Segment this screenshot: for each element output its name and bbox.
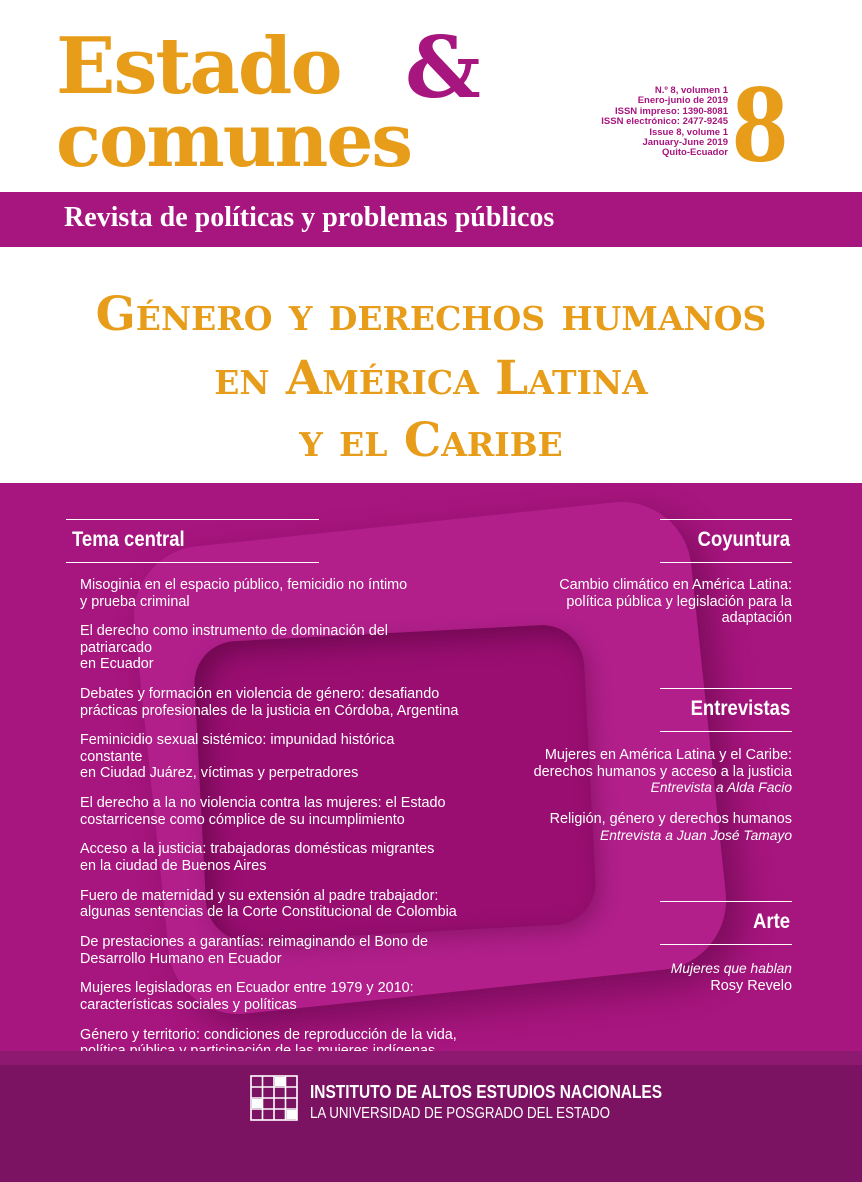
article-item[interactable]: [80, 795, 460, 828]
section-title: Coyuntura: [697, 528, 790, 551]
theme-title-line: Género y derechos humanos: [95, 287, 767, 342]
section-header-arte: [660, 901, 792, 945]
section-title: Tema central: [72, 528, 185, 551]
issue-info-line: N.º 8, volumen 1: [654, 85, 728, 96]
section-title: Entrevistas: [690, 697, 790, 720]
iaen-grid-logo-icon: [250, 1075, 298, 1121]
interview-item[interactable]: [510, 811, 792, 844]
interview-title-line: Religión, género y derechos humanos: [549, 811, 792, 827]
footer-stripe: [0, 1051, 862, 1065]
article-title-line: en la ciudad de Buenos Aires: [80, 857, 267, 874]
article-title-line: costarricense como cómplice de su incumplimiento: [80, 811, 405, 828]
article-title-line: adaptación: [721, 610, 792, 626]
interview-title-line: Mujeres en América Latina y el Caribe:: [544, 747, 792, 763]
interview-credit: Entrevista a Juan José Tamayo: [600, 827, 792, 843]
article-title-line: política pública y legislación para la: [566, 593, 792, 610]
coyuntura-article[interactable]: [510, 577, 792, 627]
article-item[interactable]: [80, 686, 460, 719]
article-title-line: Mujeres legisladoras en Ecuador entre 1979 y 2010:: [80, 980, 414, 997]
article-item[interactable]: [80, 732, 460, 782]
issue-info-line: ISSN electrónico: 2477-9245: [601, 116, 728, 128]
masthead: [0, 0, 862, 192]
theme-title-line: y el Caribe: [299, 413, 563, 468]
issue-info: [580, 86, 728, 159]
article-item[interactable]: [80, 841, 460, 874]
article-item[interactable]: [80, 577, 460, 610]
institution-tagline: LA UNIVERSIDAD DE POSGRADO DEL ESTADO: [310, 1105, 611, 1122]
interview-credit: Entrevista a Alda Facio: [650, 780, 792, 795]
article-title-line: Género y territorio: condiciones de reproducción de la vida,: [80, 1026, 457, 1043]
article-title-line: Misoginia en el espacio público, femicidio no íntimo: [80, 577, 408, 593]
section-header-coyuntura: [660, 519, 792, 563]
issue-info-line: ISSN impreso: 1390-8081: [614, 105, 728, 117]
article-title-line: Feminicidio sexual sistémico: impunidad histórica constante: [80, 732, 395, 765]
article-title-line: Debates y formación en violencia de género: desafiando: [80, 686, 440, 703]
institution-name: INSTITUTO DE ALTOS ESTUDIOS NACIONALES: [310, 1082, 663, 1102]
article-title-line: Cambio climático en América Latina:: [559, 577, 792, 593]
article-title-line: De prestaciones a garantías: reimaginando el Bono de: [80, 934, 428, 951]
journal-subtitle: Revista de políticas y problemas públicos: [64, 202, 555, 233]
art-title: Mujeres que hablan: [670, 961, 792, 976]
article-item[interactable]: [80, 888, 460, 921]
article-item[interactable]: [80, 934, 460, 967]
article-title-line: El derecho como instrumento de dominación del patriarcado: [80, 623, 388, 656]
art-author: Rosy Revelo: [710, 977, 792, 994]
interview-title-line: derechos humanos y acceso a la justicia: [533, 763, 792, 780]
masthead-ampersand: &: [405, 18, 481, 117]
issue-info-line: Issue 8, volume 1: [649, 126, 728, 138]
article-title-line: Fuero de maternidad y su extensión al padre trabajador:: [80, 887, 439, 904]
section-header-tema-central: [66, 519, 319, 563]
subtitle-band: [0, 192, 862, 247]
tema-central-list: [80, 577, 460, 1089]
section-header-entrevistas: [660, 688, 792, 732]
article-title-line: Desarrollo Humano en Ecuador: [80, 950, 282, 967]
article-title-line: Acceso a la justicia: trabajadoras domésticas migrantes: [80, 841, 435, 858]
article-item[interactable]: [80, 623, 460, 673]
issue-info-line: Enero-junio de 2019: [637, 95, 728, 107]
issue-number: 8: [732, 62, 788, 186]
article-title-line: características sociales y políticas: [80, 996, 297, 1013]
article-title-line: prácticas profesionales de la justicia en Córdoba, Argentina: [80, 702, 459, 719]
theme-title: [0, 247, 862, 483]
article-title-line: en Ecuador: [80, 656, 154, 673]
article-title-line: El derecho a la no violencia contra las mujeres: el Estado: [80, 795, 446, 812]
article-item[interactable]: [80, 980, 460, 1013]
issue-info-line: January-June 2019: [642, 137, 728, 149]
art-item[interactable]: [510, 961, 792, 994]
article-title-line: algunas sentencias de la Corte Constitucional de Colombia: [80, 904, 457, 921]
interview-item[interactable]: [510, 747, 792, 797]
publisher-footer: [0, 1051, 862, 1182]
article-title-line: en Ciudad Juárez, víctimas y perpetradores: [80, 765, 359, 782]
theme-title-line: en América Latina: [214, 351, 648, 406]
masthead-word-comunes: comunes: [56, 98, 412, 184]
article-title-line: y prueba criminal: [80, 593, 190, 610]
issue-info-line: Quito-Ecuador: [662, 147, 728, 159]
masthead-word-estado: Estado: [56, 21, 341, 112]
section-title: Arte: [753, 910, 790, 933]
